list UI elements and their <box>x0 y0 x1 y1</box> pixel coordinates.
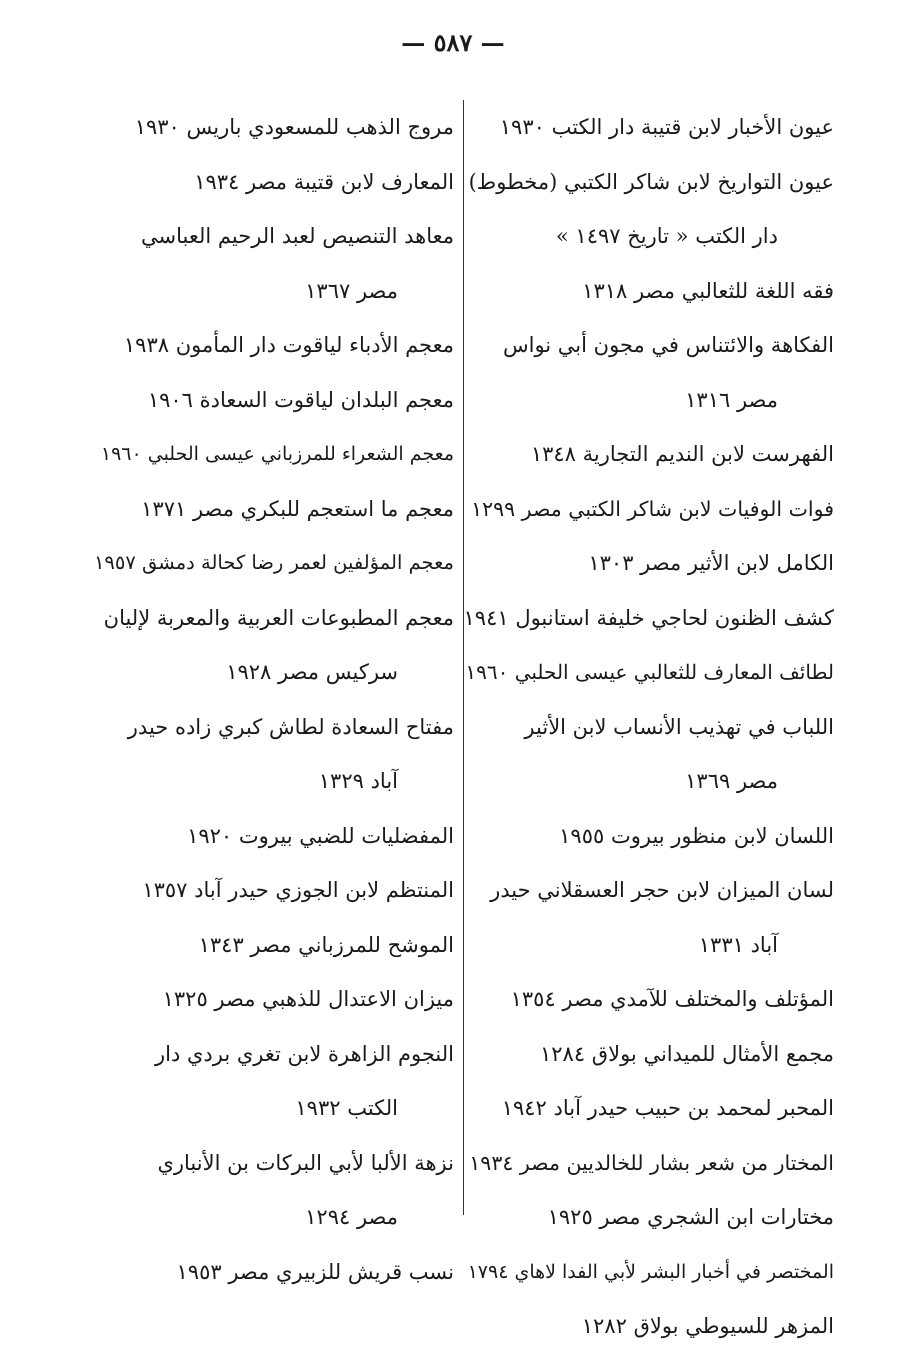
bibliography-entry: اللسان لابن منظور بيروت ١٩٥٥ <box>559 823 834 848</box>
bibliography-entry-continuation: آباد ١٣٣١ <box>698 932 778 957</box>
bibliography-entry: معجم ما استعجم للبكري مصر ١٣٧١ <box>141 496 454 521</box>
bibliography-entry: معجم البلدان لياقوت السعادة ١٩٠٦ <box>147 387 454 412</box>
bibliography-entry: معجم الأدباء لياقوت دار المأمون ١٩٣٨ <box>123 333 454 357</box>
bibliography-entry-continuation: آباد ١٣٢٩ <box>318 769 398 793</box>
bibliography-entry: الفكاهة والائتناس في مجون أبي نواس <box>502 333 834 357</box>
right-column <box>464 100 834 1354</box>
bibliography-entry: معجم المؤلفين لعمر رضا كحالة دمشق ١٩٥٧ <box>93 551 454 574</box>
bibliography-entry: معجم الشعراء للمرزباني عيسى الحلبي ١٩٦٠ <box>100 443 454 465</box>
bibliography-entry: مفتاح السعادة لطاش كبري زاده حيدر <box>127 714 454 739</box>
bibliography-entry: معجم المطبوعات العربية والمعربة لإليان <box>103 605 454 630</box>
column-divider <box>463 100 464 1215</box>
bibliography-entry: المختار من شعر بشار للخالديين مصر ١٩٣٤ <box>469 1150 834 1175</box>
bibliography-entry: المختصر في أخبار البشر لأبي الفدا لاهاي ١٧٩٤ <box>467 1260 834 1283</box>
bibliography-entry-continuation: مصر ١٣١٦ <box>685 387 778 412</box>
bibliography-entry-continuation: مصر ١٢٩٤ <box>305 1205 398 1229</box>
bibliography-entry: المزهر للسيوطي بولاق ١٢٨٢ <box>581 1314 834 1338</box>
bibliography-entry: المنتظم لابن الجوزي حيدر آباد ١٣٥٧ <box>142 878 454 902</box>
bibliography-entry-continuation: الكتب ١٩٣٢ <box>295 1096 398 1120</box>
bibliography-entry: الموشح للمرزباني مصر ١٣٤٣ <box>198 932 454 957</box>
bibliography-entry-continuation: سركيس مصر ١٩٢٨ <box>226 660 398 684</box>
bibliography-entry: نزهة الألبا لأبي البركات بن الأنباري <box>157 1150 454 1175</box>
bibliography-entry: المحبر لمحمد بن حبيب حيدر آباد ١٩٤٢ <box>501 1096 834 1120</box>
bibliography-entry: المفضليات للضبي بيروت ١٩٢٠ <box>187 823 454 848</box>
bibliography-entry: فوات الوفيات لابن شاكر الكتبي مصر ١٢٩٩ <box>471 496 834 521</box>
bibliography-entry: عيون الأخبار لابن قتيبة دار الكتب ١٩٣٠ <box>499 115 834 139</box>
bibliography-entry: عيون التواريخ لابن شاكر الكتبي (مخطوط) <box>468 169 834 194</box>
bibliography-entry: مختارات ابن الشجري مصر ١٩٢٥ <box>547 1205 834 1229</box>
bibliography-entry-continuation: مصر ١٣٦٩ <box>685 769 778 793</box>
bibliography-entry-continuation: دار الكتب « تاريخ ١٤٩٧ » <box>555 224 778 248</box>
bibliography-entry: معاهد التنصيص لعبد الرحيم العباسي <box>141 224 454 248</box>
bibliography-entry: لسان الميزان لابن حجر العسقلاني حيدر <box>490 878 834 902</box>
bibliography-entry-continuation: مصر ١٣٦٧ <box>305 278 398 303</box>
bibliography-entry: ميزان الاعتدال للذهبي مصر ١٣٢٥ <box>162 987 454 1011</box>
bibliography-entry: نسب قريش للزبيري مصر ١٩٥٣ <box>176 1259 454 1284</box>
bibliography-entry: مجمع الأمثال للميداني بولاق ١٢٨٤ <box>540 1041 834 1066</box>
bibliography-entry: لطائف المعارف للثعالبي عيسى الحلبي ١٩٦٠ <box>465 660 834 684</box>
bibliography-entry: كشف الظنون لحاجي خليفة استانبول ١٩٤١ <box>463 605 834 630</box>
bibliography-entry: المؤتلف والمختلف للآمدي مصر ١٣٥٤ <box>510 987 834 1011</box>
bibliography-entry: مروج الذهب للمسعودي باريس ١٩٣٠ <box>134 115 454 139</box>
bibliography-entry: المعارف لابن قتيبة مصر ١٩٣٤ <box>194 169 454 194</box>
bibliography-entry: الفهرست لابن النديم التجارية ١٣٤٨ <box>530 442 834 466</box>
bibliography-entry: الكامل لابن الأثير مصر ١٣٠٣ <box>588 551 834 575</box>
left-column <box>94 100 454 1299</box>
bibliography-entry: النجوم الزاهرة لابن تغري بردي دار <box>154 1041 454 1066</box>
bibliography-entry: اللباب في تهذيب الأنساب لابن الأثير <box>524 714 834 739</box>
bibliography-entry: فقه اللغة للثعالبي مصر ١٣١٨ <box>582 278 834 303</box>
page-number: — ٥٨٧ — <box>401 28 505 57</box>
